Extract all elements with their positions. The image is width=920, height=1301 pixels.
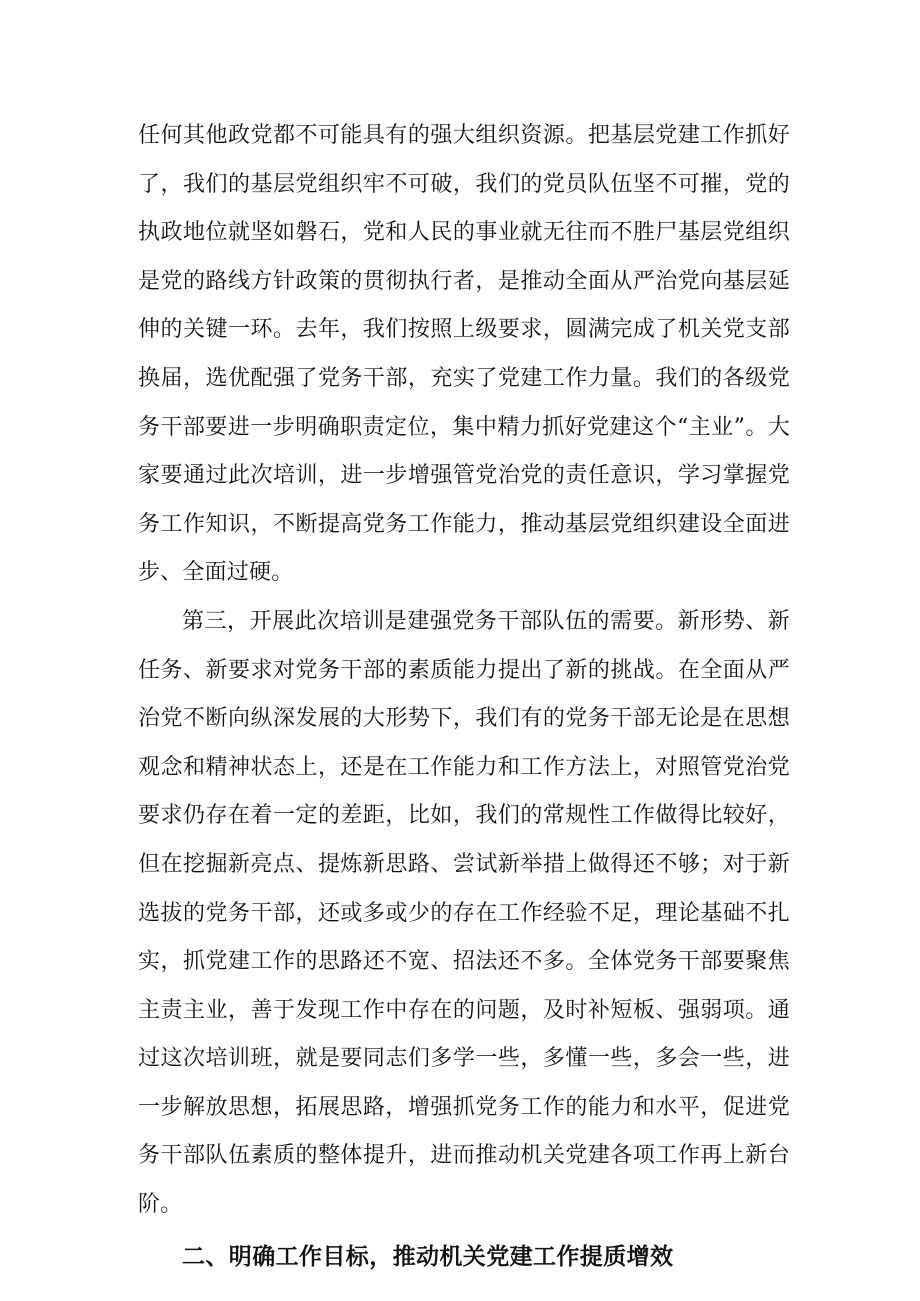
- section-heading: 二、明确工作目标，推动机关党建工作提质增效: [182, 1243, 674, 1270]
- paragraph-party-building-foundation: 任何其他政党都不可能具有的强大组织资源。把基层党建工作抓好了，我们的基层党组织牢不可破，我们的党员队伍坚不可摧，党的执政地位就坚如磐石，党和人民的事业就无往而不胜尸基层党组织是党的路线方针政策的贯彻执行者，是推动全面从严治党向基层延伸的关键一环。去年，我们按照上级要求，圆满完成了机关党支部换届，选优配强了党务干部，充实了党建工作力量。我们的各级党务干部要进一步明确职责定位，集中精力抓好党建这个“主业”。大家要通过此次培训，进一步增强管党治党的责任意识，学习掌握党务工作知识，不断提高党务工作能力，推动基层党组织建设全面进步、全面过硬。: [138, 123, 790, 586]
- document-body: [138, 112, 790, 1281]
- paragraph-training-cadre-team: 第三，开展此次培训是建强党务干部队伍的需要。新形势、新任务、新要求对党务干部的素质能力提出了新的挑战。在全面从严治党不断向纵深发展的大形势下，我们有的党务干部无论是在思想观念和精神状态上，还是在工作能力和工作方法上，对照管党治党要求仍存在着一定的差距，比如，我们的常规性工作做得比较好，但在挖掘新亮点、提炼新思路、尝试新举措上做得还不够；对于新选拔的党务干部，还或多或少的存在工作经验不足，理论基础不扎实，抓党建工作的思路还不宽、招法还不多。全体党务干部要聚焦主责主业，善于发现工作中存在的问题，及时补短板、强弱项。通过这次培训班，就是要同志们多学一些，多懂一些，多会一些，进一步解放思想，拓展思路，增强抓党务工作的能力和水平，促进党务干部队伍素质的整体提升，进而推动机关党建各项工作再上新台阶。: [138, 608, 790, 1218]
